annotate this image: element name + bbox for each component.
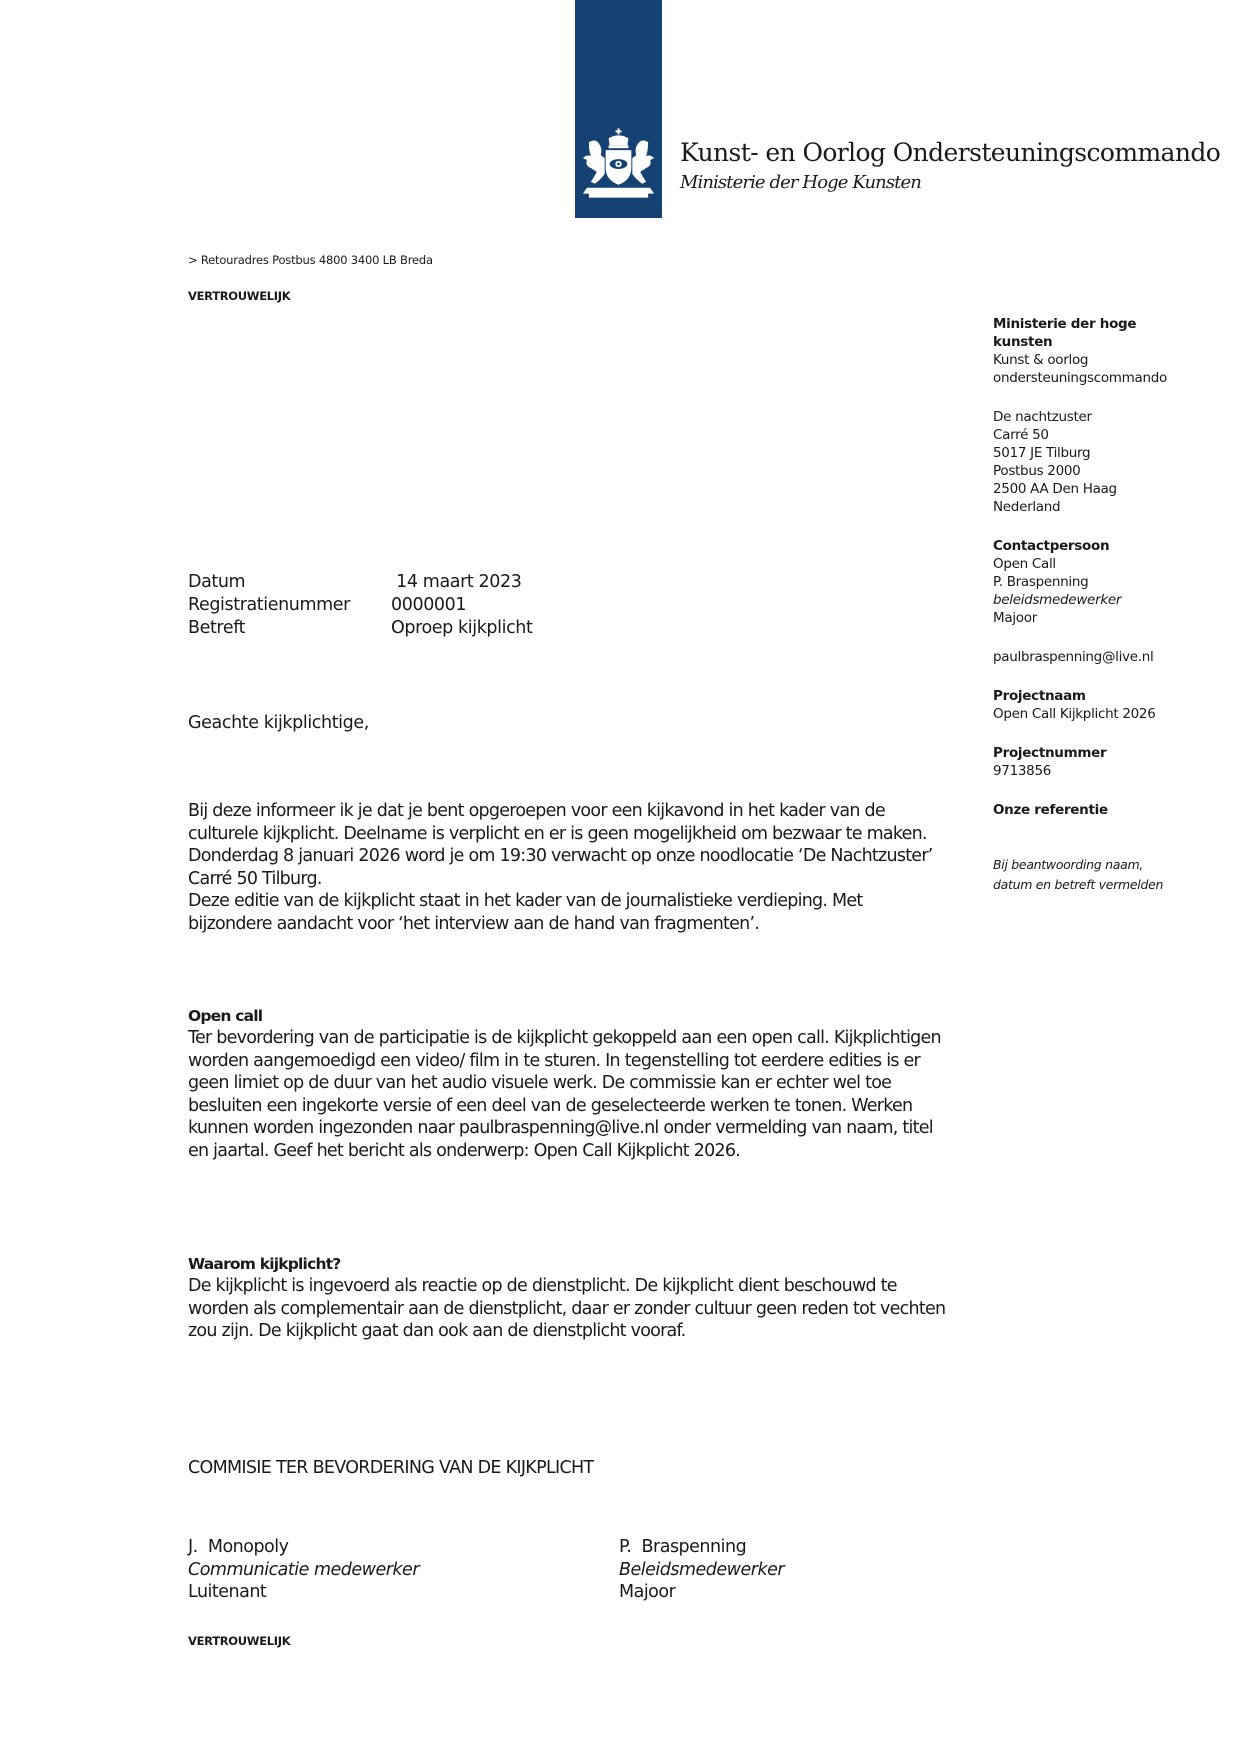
meta-row-subject [188, 617, 532, 640]
address-block [993, 408, 1223, 516]
reply-note-line: Bij beantwoording naam, [993, 857, 1143, 872]
signer-block [188, 1536, 419, 1604]
sender-line: Kunst & oorlog [993, 352, 1089, 368]
intro-paragraph: Bij deze informeer ik je dat je bent opgeroepen voor een kijkavond in het kader van de culturele kijkplicht. Deelname is verplicht en er is geen mogelijkheid om bezwaar te maken. Donderdag 8 januari 2026 word je om 19:30 verwacht op onze noodlocatie ‘De Nachtzuster’ Carré 50 Tilburg. [188, 801, 933, 889]
project-name-value: Open Call Kijkplicht 2026 [993, 706, 1156, 722]
reply-note-line: datum en betreft vermelden [993, 877, 1164, 892]
meta-row-registration [188, 594, 532, 617]
contact-name: P. Braspenning [993, 574, 1089, 590]
project-number-block [993, 744, 1223, 780]
meta-row-date [188, 571, 532, 594]
signer-role: Communicatie medewerker [188, 1559, 420, 1580]
meta-value: 0000001 [391, 595, 467, 615]
project-number-value: 9713856 [993, 763, 1052, 779]
address-line: 5017 JE Tilburg [993, 445, 1091, 461]
coat-of-arms-icon [579, 128, 658, 200]
meta-label: Datum [188, 572, 246, 592]
meta-label: Betreft [188, 618, 246, 638]
return-address: > Retouradres Postbus 4800 3400 LB Breda [188, 253, 433, 267]
address-line: De nachtzuster [993, 409, 1092, 425]
signer-name: P. Braspenning [619, 1537, 747, 1557]
contact-line: Open Call [993, 556, 1056, 572]
contact-block [993, 537, 1223, 627]
meta-value: Oproep kijkplicht [391, 618, 533, 638]
contact-role: beleidsmedewerker [993, 592, 1122, 608]
address-line: Carré 50 [993, 427, 1049, 443]
address-line: 2500 AA Den Haag [993, 481, 1117, 497]
intro-paragraph: Deze editie van de kijkplicht staat in het kader van de journalistieke verdieping. Met bijzondere aandacht voor ‘het interview aan de hand van fragmenten’. [188, 891, 863, 934]
committee-name: COMMISIE TER BEVORDERING VAN DE KIJKPLICHT [188, 1458, 594, 1478]
meta-value: 14 maart 2023 [391, 572, 522, 592]
intro-section [188, 800, 948, 935]
ministry-name: Ministerie der Hoge Kunsten [680, 172, 921, 193]
signer-block [619, 1536, 784, 1604]
open-call-paragraph: Ter bevordering van de participatie is de kijkplicht gekoppeld aan een open call. Kijkplichtigen worden aangemoedigd een video/ film in te sturen. In tegenstelling tot eerdere edities is er geen limiet op de duur van het audio visuele werk. De commissie kan er echter wel toe besluiten een ingekorte versie of een deel van de geselecteerde werken te tonen. Werken kunnen worden ingezonden naar paulbraspenning@live.nl onder vermelding van naam, titel en jaartal. Geef het bericht als onderwerp: Open Call Kijkplicht 2026. [188, 1028, 941, 1161]
contact-heading: Contactpersoon [993, 538, 1110, 554]
salutation: Geachte kijkplichtige, [188, 713, 369, 733]
contact-rank: Majoor [993, 610, 1037, 626]
contact-email-link[interactable]: paulbraspenning@live.nl [993, 649, 1154, 665]
meta-label: Registratienummer [188, 595, 350, 615]
why-heading: Waarom kijkplicht? [188, 1255, 341, 1273]
open-call-section [188, 1005, 948, 1162]
sender-line: ondersteuningscommando [993, 370, 1167, 386]
sender-block [993, 315, 1223, 387]
reference-heading: Onze referentie [993, 802, 1108, 818]
address-line: Nederland [993, 499, 1061, 515]
classification-label-top: VERTROUWELIJK [188, 289, 291, 303]
signer-role: Beleidsmedewerker [619, 1559, 785, 1580]
signer-rank: Majoor [619, 1582, 676, 1602]
letter-meta [188, 571, 532, 640]
contact-email-block [993, 648, 1223, 666]
signer-name: J. Monopoly [188, 1537, 289, 1557]
why-section [188, 1253, 948, 1343]
why-paragraph: De kijkplicht is ingevoerd als reactie op de dienstplicht. De kijkplicht dient beschouwd te worden als complementair aan de dienstplicht, daar er zonder cultuur geen reden tot vechten zou zijn. De kijkplicht gaat dan ook aan de dienstplicht vooraf. [188, 1276, 946, 1341]
reference-block [993, 801, 1223, 819]
project-name-block [993, 687, 1223, 723]
organization-name: Kunst- en Oorlog Ondersteuningscommando [680, 138, 1221, 167]
open-call-heading: Open call [188, 1007, 263, 1025]
sender-heading-cont: kunsten [993, 334, 1053, 350]
address-line: Postbus 2000 [993, 463, 1081, 479]
classification-label-bottom: VERTROUWELIJK [188, 1634, 291, 1648]
signer-rank: Luitenant [188, 1582, 267, 1602]
project-name-heading: Projectnaam [993, 688, 1086, 704]
project-number-heading: Projectnummer [993, 745, 1107, 761]
reply-note [993, 855, 1223, 895]
sender-heading: Ministerie der hoge [993, 316, 1137, 332]
sender-sidebar [993, 315, 1223, 895]
